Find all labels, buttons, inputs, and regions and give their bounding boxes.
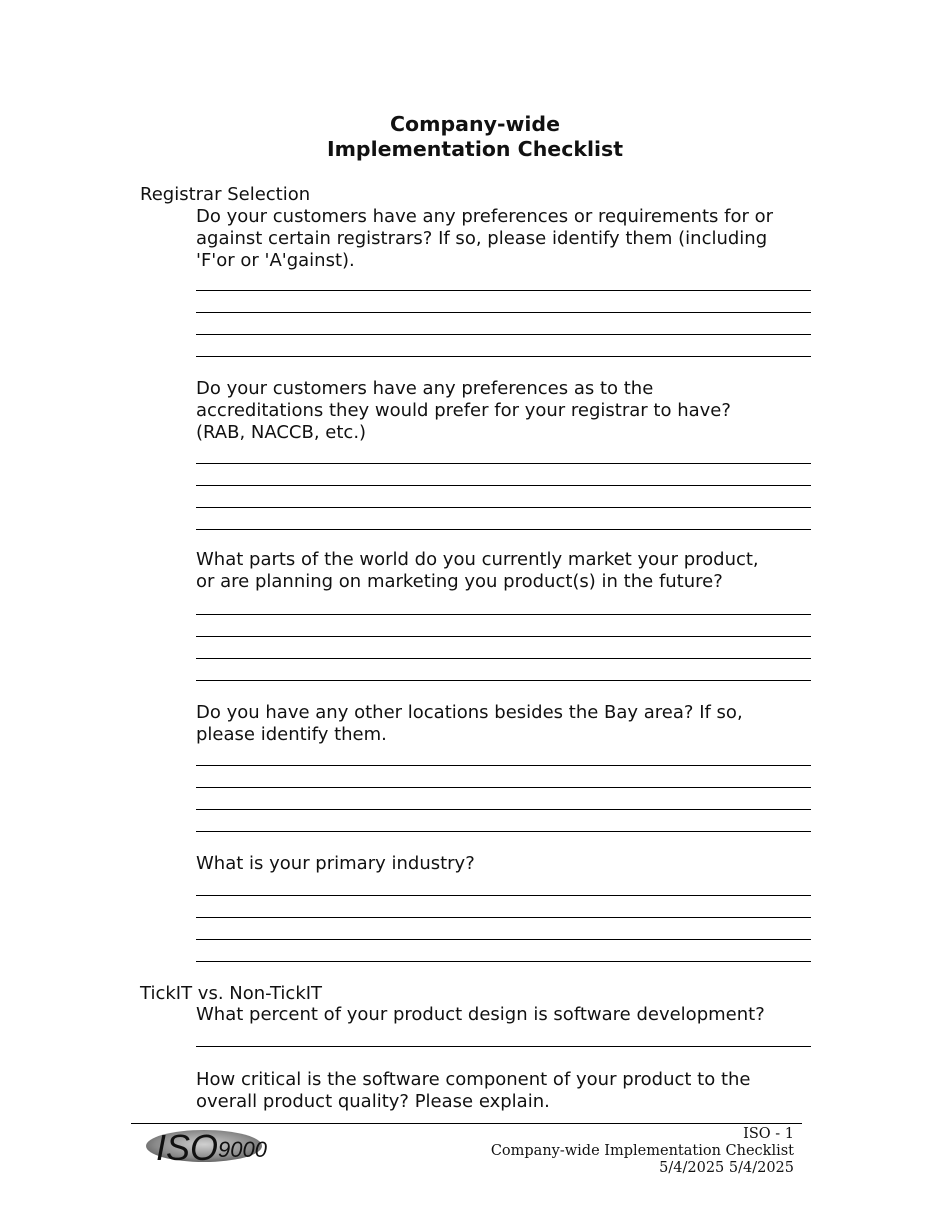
section-heading-registrar: Registrar Selection <box>140 184 311 205</box>
answer-line[interactable] <box>196 809 811 810</box>
question-line: (RAB, NACCB, etc.) <box>196 422 367 443</box>
question-customer-registrar-preferences <box>196 206 821 272</box>
footer-dates: 5/4/2025 5/4/2025 <box>659 1160 794 1176</box>
question-market-regions <box>196 549 821 593</box>
answer-line[interactable] <box>196 917 811 918</box>
answer-line[interactable] <box>196 895 811 896</box>
question-line: What is your primary industry? <box>196 853 475 874</box>
answer-line[interactable] <box>196 961 811 962</box>
answer-line[interactable] <box>196 939 811 940</box>
answer-line[interactable] <box>196 765 811 766</box>
question-line: overall product quality? Please explain. <box>196 1091 550 1112</box>
question-line: please identify them. <box>196 724 387 745</box>
logo-number-text: 9000 <box>218 1137 267 1162</box>
footer-page-id: ISO - 1 <box>743 1126 794 1142</box>
footer-doc-title: Company-wide Implementation Checklist <box>490 1143 794 1159</box>
answer-line[interactable] <box>196 680 811 681</box>
answer-line[interactable] <box>196 831 811 832</box>
answer-line[interactable] <box>196 658 811 659</box>
question-line: or are planning on marketing you product(s) in the future? <box>196 571 723 592</box>
answer-line[interactable] <box>196 787 811 788</box>
question-line: Do you have any other locations besides the Bay area? If so, <box>196 702 743 723</box>
question-software-criticality <box>196 1069 821 1113</box>
answer-line[interactable] <box>196 636 811 637</box>
question-line: What percent of your product design is software development? <box>196 1004 765 1025</box>
title-line-2: Implementation Checklist <box>326 137 624 161</box>
title-line-1: Company-wide <box>389 112 560 136</box>
section-heading-tickit: TickIT vs. Non-TickIT <box>140 983 323 1004</box>
question-line: Do your customers have any preferences as to the <box>196 378 654 399</box>
question-other-locations <box>196 702 821 746</box>
answer-line[interactable] <box>196 334 811 335</box>
answer-line[interactable] <box>196 463 811 464</box>
answer-line[interactable] <box>196 614 811 615</box>
question-line: 'F'or or 'A'gainst). <box>196 250 355 271</box>
answer-line[interactable] <box>196 356 811 357</box>
answer-line[interactable] <box>196 312 811 313</box>
question-line: Do your customers have any preferences or requirements for or <box>196 206 774 227</box>
page-title <box>0 112 950 162</box>
answer-line[interactable] <box>196 529 811 530</box>
question-line: accreditations they would prefer for your registrar to have? <box>196 400 731 421</box>
question-line: against certain registrars? If so, please identify them (including <box>196 228 768 249</box>
question-line: What parts of the world do you currently market your product, <box>196 549 759 570</box>
answer-line[interactable] <box>196 485 811 486</box>
question-accreditation-preferences <box>196 378 821 444</box>
answer-line[interactable] <box>196 507 811 508</box>
answer-line[interactable] <box>196 1046 811 1047</box>
footer-meta <box>394 1126 794 1177</box>
question-software-percent <box>196 1004 821 1026</box>
question-primary-industry <box>196 853 821 875</box>
question-line: How critical is the software component of your product to the <box>196 1069 751 1090</box>
logo-iso-text: ISO <box>156 1127 219 1166</box>
answer-line[interactable] <box>196 290 811 291</box>
iso-9000-logo <box>146 1124 276 1166</box>
